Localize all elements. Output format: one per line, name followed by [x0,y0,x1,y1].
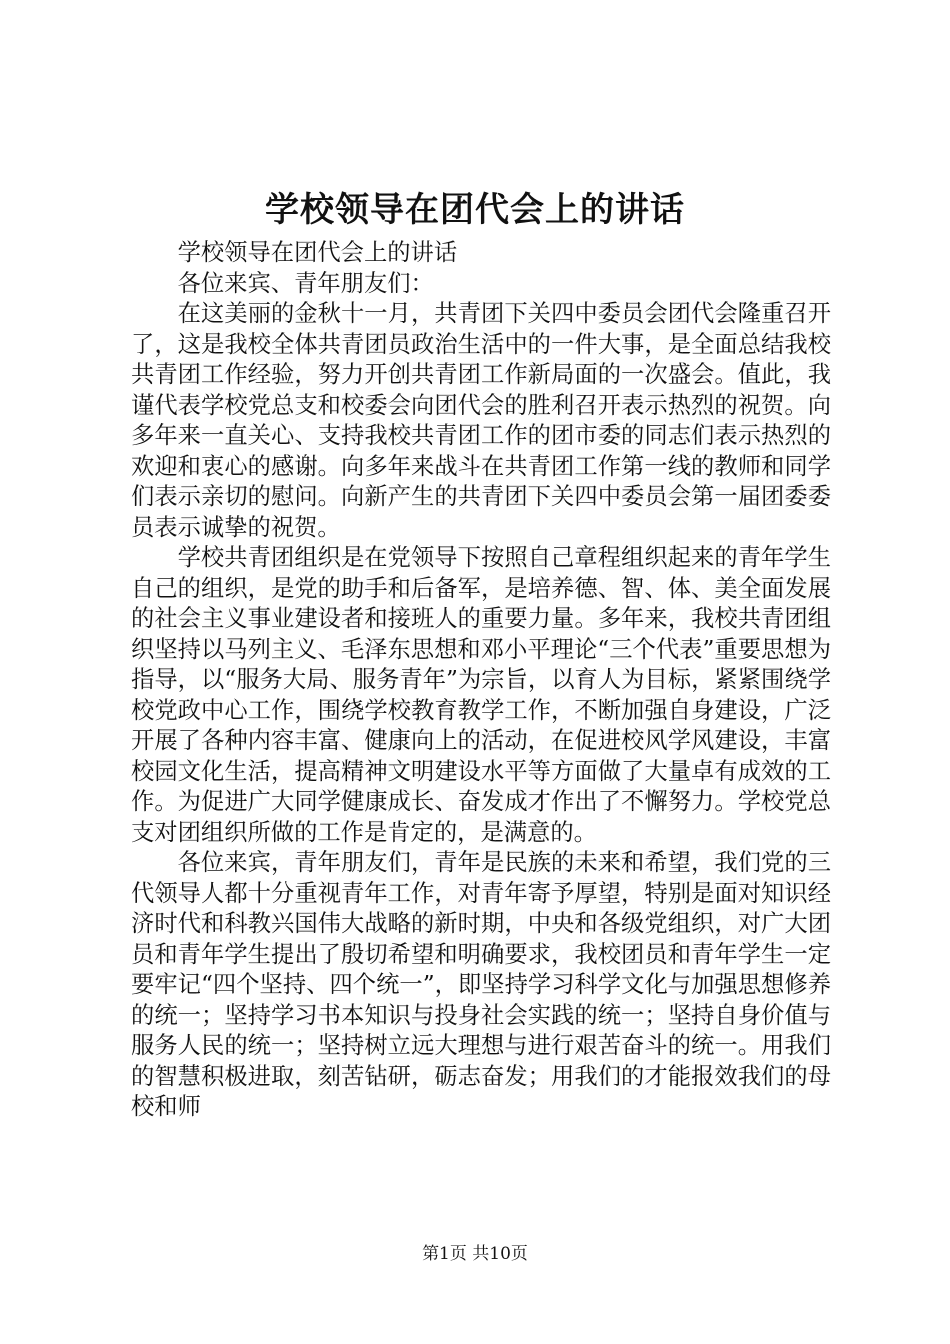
paragraph-youth-league-role: 学校共青团组织是在党领导下按照自己章程组织起来的青年学生自己的组织，是党的助手和后备军，是培养德、智、体、美全面发展的社会主义事业建设者和接班人的重要力量。多年来，我校共青团组织坚持以马列主义、毛泽东思想和邓小平理论“三个代表”重要思想为指导，以“服务大局、服务青年”为宗旨，以育人为目标，紧紧围绕学校党政中心工作，围绕学校教育教学工作，不断加强自身建设，广泛开展了各种内容丰富、健康向上的活动，在促进校风学风建设，丰富校园文化生活，提高精神文明建设水平等方面做了大量卓有成效的工作。为促进广大同学健康成长、奋发成才作出了不懈努力。学校党总支对团组织所做的工作是肯定的，是满意的。 [131,544,831,846]
paragraph-salutation: 各位来宾、青年朋友们： [177,269,434,297]
paragraph-expectations: 各位来宾，青年朋友们，青年是民族的未来和希望，我们党的三代领导人都十分重视青年工作，对青年寄予厚望，特别是面对知识经济时代和科教兴国伟大战略的新时期，中央和各级党组织，对广大团员和青年学生提出了殷切希望和明确要求，我校团员和青年学生一定要牢记“四个坚持、四个统一”，即坚持学习科学文化与加强思想修养的统一；坚持学习书本知识与投身社会实践的统一；坚持自身价值与服务人民的统一；坚持树立远大理想与进行艰苦奋斗的统一。用我们的智慧积极进取，刻苦钻研，砺志奋发；用我们的才能报效我们的母校和师 [131,849,831,1120]
paragraph-opening: 在这美丽的金秋十一月，共青团下关四中委员会团代会隆重召开了，这是我校全体共青团员政治生活中的一件大事，是全面总结我校共青团工作经验，努力开创共青团工作新局面的一次盛会。值此，我谨代表学校党总支和校委会向团代会的胜利召开表示热烈的祝贺。向多年来一直关心、支持我校共青团工作的团市委的同志们表示热烈的欢迎和衷心的感谢。向多年来战斗在共青团工作第一线的教师和同学们表示亲切的慰问。向新产生的共青团下关四中委员会第一届团委委员表示诚挚的祝贺。 [131,300,831,541]
page-footer: 第1页 共10页 [422,1244,528,1264]
document-title: 学校领导在团代会上的讲话 [265,190,685,230]
document-body [131,238,831,1123]
paragraph-subtitle: 学校领导在团代会上的讲话 [177,239,458,266]
